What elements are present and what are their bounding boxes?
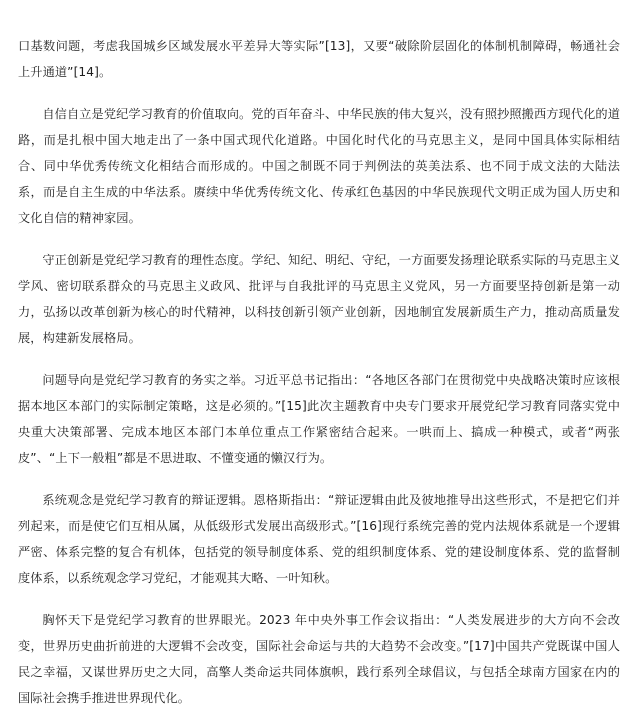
- paragraph-innovation: 守正创新是党纪学习教育的理性态度。学纪、知纪、明纪、守纪，一方面要发扬理论联系实际的马克思主义学风、密切联系群众的马克思主义政风、批评与自我批评的马克思主义党风，另一方面要坚持创新是第一动力，弘扬以改革创新为核心的时代精神，以科技创新引领产业创新，因地制宜发展新质生产力，推动高质量发展，构建新发展格局。: [18, 253, 620, 345]
- paragraph-continuation: 口基数问题，考虑我国城乡区域发展水平差异大等实际”[13]，又要“破除阶层固化的体制机制障碍，畅通社会上升通道”[14]。: [18, 39, 620, 79]
- paragraph-self-confidence: 自信自立是党纪学习教育的价值取向。党的百年奋斗、中华民族的伟大复兴，没有照抄照搬西方现代化的道路，而是扎根中国大地走出了一条中国式现代化道路。中国化时代化的马克思主义，是同中国具体实际相结合、同中华优秀传统文化相结合而形成的。中国之制既不同于判例法的英美法系、也不同于成文法的大陆法系，而是自主生成的中华法系。赓续中华优秀传统文化、传承红色基因的中华民族现代文明正成为国人历史和文化自信的精神家园。: [18, 107, 620, 225]
- paragraph-systems-thinking: 系统观念是党纪学习教育的辩证逻辑。恩格斯指出：“辩证逻辑由此及彼地推导出这些形式，不是把它们并列起来，而是使它们互相从属，从低级形式发展出高级形式。”[16]现行系统完善的党内法规体系就是一个逻辑严密、体系完整的复合有机体，包括党的领导制度体系、党的组织制度体系、党的建设制度体系、党的监督制度体系，以系统观念学习党纪，才能观其大略、一叶知秋。: [18, 493, 620, 585]
- paragraph-world-vision: 胸怀天下是党纪学习教育的世界眼光。2023 年中央外事工作会议指出：“人类发展进步的大方向不会改变，世界历史曲折前进的大逻辑不会改变，国际社会命运与共的大趋势不会改变。”[17]中国共产党既谋中国人民之幸福，又谋世界历史之大同，高擎人类命运共同体旗帜，践行系列全球倡议，与包括全球南方国家在内的国际社会携手推进世界现代化。: [18, 613, 620, 705]
- paragraph-problem-orientation: 问题导向是党纪学习教育的务实之举。习近平总书记指出：“各地区各部门在贯彻党中央战略决策时应该根据本地区本部门的实际制定策略，这是必须的。”[15]此次主题教育中央专门要求开展党纪学习教育同落实党中央重大决策部署、完成本地区本部门本单位重点工作紧密结合起来。一哄而上、搞成一种模式，或者“两张皮”、“上下一般粗”都是不思进取、不懂变通的懒汉行为。: [18, 373, 620, 465]
